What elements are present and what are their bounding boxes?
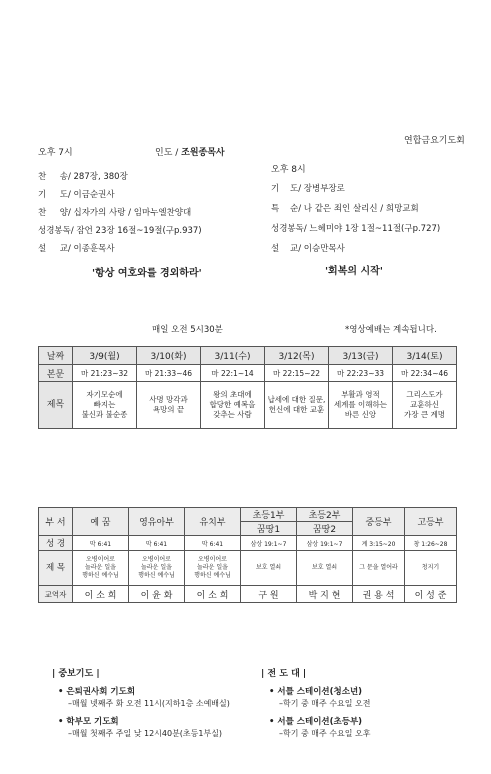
- dawn-time: 매일 오전 5시30분: [152, 325, 223, 335]
- table-cell: 구 원: [241, 586, 297, 603]
- line-label: 설 교: [271, 244, 299, 254]
- department-table: [38, 507, 457, 603]
- table-cell: 오병이어로 놀라운 일을 행하신 예수님: [73, 551, 129, 586]
- table-cell: 왕의 초대에 합당한 예복을 갖추는 사람: [201, 382, 265, 429]
- morning-line-4: [38, 224, 202, 236]
- evening-line-3: [271, 222, 440, 234]
- table-cell: 청지기: [405, 551, 457, 586]
- evening-sermon-title: '회복의 시작': [325, 266, 383, 277]
- table-cell: 부활과 영적 세계를 이해하는 바른 신앙: [329, 382, 393, 429]
- table-cell: 이 성 준: [405, 586, 457, 603]
- morning-sermon-title: '항상 여호와를 경외하라': [92, 268, 202, 279]
- table-cell: 자기모순에 빠지는 불신과 불순종: [73, 382, 137, 429]
- table-row: [39, 347, 457, 365]
- table-cell: 오병이어로 놀라운 일을 행하신 예수님: [129, 551, 185, 586]
- table-cell: 마 22:15~22: [265, 365, 329, 382]
- line-value: / 잠언 23장 16절~19절(구p.937): [70, 226, 202, 236]
- morning-leader: [155, 145, 225, 158]
- morning-line-5: [38, 242, 115, 254]
- item-title: 서틀 스테이션(청소년): [277, 687, 363, 697]
- table-cell: 납세에 대한 질문, 헌신에 대한 교훈: [265, 382, 329, 429]
- item-title: 은퇴권사회 기도회: [66, 687, 136, 697]
- line-label: 찬 양: [38, 208, 68, 218]
- evangelism-item-1-title: • 서틀 스테이션(청소년): [269, 687, 363, 697]
- evening-line-4: [271, 242, 345, 254]
- line-label: 설 교: [38, 244, 68, 254]
- table-cell: 보호 열쇠: [241, 551, 297, 586]
- header-cell: 예 꿈: [73, 508, 129, 536]
- morning-time: 오후 7시: [38, 148, 73, 158]
- prayer-item-2-title: • 학부모 기도회: [58, 717, 119, 727]
- line-value: / 287장, 380장: [67, 172, 128, 182]
- header-cell: 3/9(월): [73, 347, 137, 365]
- line-label: 찬 송: [38, 172, 68, 182]
- item-title: 서틀 스테이션(초등부): [277, 717, 363, 727]
- morning-leader-name: 조원종목사: [181, 148, 225, 158]
- daily-schedule-table: [38, 346, 457, 429]
- header-cell: 3/12(목): [265, 347, 329, 365]
- header-cell: 초등1부: [241, 508, 297, 522]
- table-cell: 삼상 19:1~7: [241, 536, 297, 551]
- table-cell: 박 지 현: [297, 586, 353, 603]
- prayer-item-1-detail: –매월 넷째주 화 오전 11시(지하1층 소예배실): [68, 699, 230, 708]
- evening-time: 오후 8시: [271, 165, 306, 175]
- dawn-note: *영상예배는 계속됩니다.: [345, 325, 437, 335]
- table-cell: 마 22:1~14: [201, 365, 265, 382]
- table-row: [39, 508, 457, 522]
- morning-line-1: [38, 170, 128, 182]
- table-cell: 막 6:41: [73, 536, 129, 551]
- header-cell: 영유아부: [129, 508, 185, 536]
- morning-line-3: [38, 206, 191, 218]
- table-cell: 이 소 희: [73, 586, 129, 603]
- table-cell: 권 용 석: [353, 586, 405, 603]
- table-cell: 삼상 19:1~7: [297, 536, 353, 551]
- table-cell: 마 21:23~32: [73, 365, 137, 382]
- header-cell: 중등부: [353, 508, 405, 536]
- table-cell: 마 22:34~46: [393, 365, 457, 382]
- line-label: 기 도: [38, 190, 68, 200]
- table-cell: 그리스도가 교훈하신 가장 큰 계명: [393, 382, 457, 429]
- row-label: 본문: [39, 365, 73, 382]
- table-row: [39, 365, 457, 382]
- row-label: 성 경: [39, 536, 73, 551]
- header-cell: 3/11(수): [201, 347, 265, 365]
- line-value: / 이금순권사: [67, 190, 115, 200]
- evangelism-heading: | 전 도 대 |: [261, 669, 307, 679]
- line-value: / 장병부장로: [298, 184, 345, 194]
- evangelism-item-2-detail: –학기 중 매주 수요일 오후: [279, 729, 371, 738]
- row-label: 제 목: [39, 551, 73, 586]
- line-value: / 이종훈목사: [67, 244, 115, 254]
- table-cell: 창 1:26~28: [405, 536, 457, 551]
- table-cell: 이 소 희: [185, 586, 241, 603]
- line-label: 특 순: [271, 204, 299, 214]
- evening-line-1: [271, 182, 345, 194]
- table-row: [39, 586, 457, 603]
- table-cell: 그 문을 열어라: [353, 551, 405, 586]
- table-row: [39, 382, 457, 429]
- header-cell: 초등2부: [297, 508, 353, 522]
- header-cell: 3/13(금): [329, 347, 393, 365]
- morning-line-2: [38, 188, 115, 200]
- table-row: [39, 551, 457, 586]
- header-cell: 3/10(화): [137, 347, 201, 365]
- header-cell: 유치부: [185, 508, 241, 536]
- evangelism-item-2-title: • 서틀 스테이션(초등부): [269, 717, 363, 727]
- row-label: 제목: [39, 382, 73, 429]
- evangelism-item-1-detail: –학기 중 매주 수요일 오전: [279, 699, 371, 708]
- line-label: 성경봉독: [38, 226, 71, 236]
- prayer-heading: | 중보기도 |: [52, 669, 100, 679]
- table-cell: 보호 열쇠: [297, 551, 353, 586]
- line-value: / 나 같은 죄인 살리신 / 희망교회: [298, 204, 419, 214]
- header-right: 연합금요기도회: [404, 136, 465, 146]
- line-value: / 십자가의 사랑 / 임마누엘찬양대: [67, 208, 192, 218]
- item-title: 학부모 기도회: [66, 717, 119, 727]
- table-cell: 마 22:23~33: [329, 365, 393, 382]
- table-cell: 이 윤 화: [129, 586, 185, 603]
- table-cell: 마 21:33~46: [137, 365, 201, 382]
- table-row: [39, 536, 457, 551]
- header-cell: 고등부: [405, 508, 457, 536]
- morning-leader-label: 인도 /: [155, 148, 179, 158]
- prayer-item-1-title: • 은퇴권사회 기도회: [58, 687, 136, 697]
- line-label: 성경봉독: [271, 224, 304, 234]
- evening-line-2: [271, 202, 419, 214]
- prayer-item-2-detail: –매월 첫째주 주일 낮 12시40분(초등1부실): [68, 729, 223, 738]
- line-value: / 이승만목사: [298, 244, 345, 254]
- line-label: 기 도: [271, 184, 299, 194]
- header-cell: 날짜: [39, 347, 73, 365]
- table-cell: 사명 망각과 욕망의 끝: [137, 382, 201, 429]
- header-cell: 꿈땅2: [297, 522, 353, 536]
- table-cell: 막 6:41: [129, 536, 185, 551]
- table-cell: 막 6:41: [185, 536, 241, 551]
- table-cell: 계 3:15~20: [353, 536, 405, 551]
- table-cell: 오병이어로 놀라운 일을 행하신 예수님: [185, 551, 241, 586]
- header-cell: 3/14(토): [393, 347, 457, 365]
- line-value: / 느헤미야 1장 1절~11절(구p.727): [303, 224, 441, 234]
- row-label: 교역자: [39, 586, 73, 603]
- header-cell: 꿈땅1: [241, 522, 297, 536]
- row-label: 부 서: [39, 508, 73, 536]
